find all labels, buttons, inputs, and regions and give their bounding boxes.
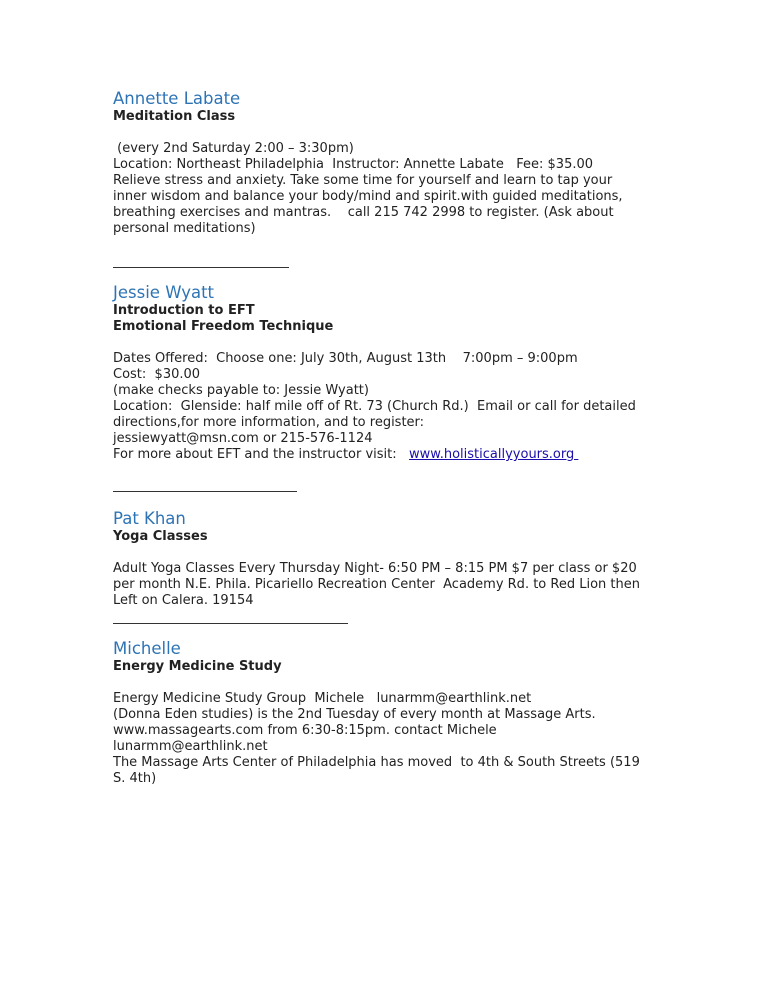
class-subtitle: Emotional Freedom Technique bbox=[113, 319, 334, 334]
description-text: Adult Yoga Classes Every Thursday Night- 6:50 PM – 8:15 PM $7 per class or $20 bbox=[113, 561, 637, 576]
class-title: Introduction to EFT bbox=[113, 303, 255, 318]
description-text: Left on Calera. 19154 bbox=[113, 593, 254, 608]
location-text: Location: Northeast Philadelphia Instructor: Annette Labate Fee: $35.00 bbox=[113, 157, 594, 172]
instructor-name: Pat Khan bbox=[113, 509, 186, 528]
directions-text: directions,for more information, and to register: bbox=[113, 415, 425, 430]
website-link[interactable]: www.holisticallyyours.org bbox=[409, 447, 579, 462]
description-text: S. 4th) bbox=[113, 771, 157, 786]
location-text: Location: Glenside: half mile off of Rt. 73 (Church Rd.) Email or call for detailed bbox=[113, 399, 636, 414]
instructor-name: Annette Labate bbox=[113, 89, 241, 108]
description-text: personal meditations) bbox=[113, 221, 256, 236]
instructor-name: Michelle bbox=[113, 639, 181, 658]
section-divider bbox=[113, 491, 297, 492]
description-text: inner wisdom and balance your body/mind and spirit.with guided meditations, bbox=[113, 189, 623, 204]
class-title: Meditation Class bbox=[113, 109, 236, 124]
section-divider bbox=[113, 623, 348, 624]
instructor-name: Jessie Wyatt bbox=[113, 283, 215, 302]
contact-text: lunarmm@earthlink.net bbox=[113, 739, 268, 754]
listing-michelle bbox=[113, 639, 658, 787]
schedule-text: (every 2nd Saturday 2:00 – 3:30pm) bbox=[113, 141, 354, 156]
section-divider bbox=[113, 267, 289, 268]
description-text: per month N.E. Phila. Picariello Recreation Center Academy Rd. to Red Lion then bbox=[113, 577, 640, 592]
payment-note: (make checks payable to: Jessie Wyatt) bbox=[113, 383, 369, 398]
description-text: (Donna Eden studies) is the 2nd Tuesday of every month at Massage Arts. bbox=[113, 707, 596, 722]
description-text: The Massage Arts Center of Philadelphia has moved to 4th & South Streets (519 bbox=[113, 755, 640, 770]
class-title: Energy Medicine Study bbox=[113, 659, 282, 674]
dates-text: Dates Offered: Choose one: July 30th, August 13th 7:00pm – 9:00pm bbox=[113, 351, 578, 366]
class-title: Yoga Classes bbox=[113, 529, 208, 544]
more-info-line bbox=[113, 447, 658, 463]
more-info-label: For more about EFT and the instructor visit: bbox=[113, 447, 410, 462]
contact-text: jessiewyatt@msn.com or 215-576-1124 bbox=[113, 431, 373, 446]
cost-text: Cost: $30.00 bbox=[113, 367, 201, 382]
description-text: Energy Medicine Study Group Michele lunarmm@earthlink.net bbox=[113, 691, 532, 706]
description-text: www.massagearts.com from 6:30-8:15pm. contact Michele bbox=[113, 723, 497, 738]
listing-pat-khan bbox=[113, 509, 658, 609]
listing-annette-labate bbox=[113, 89, 658, 237]
description-text: breathing exercises and mantras. call 215 742 2998 to register. (Ask about bbox=[113, 205, 614, 220]
listing-jessie-wyatt bbox=[113, 283, 658, 463]
description-text: Relieve stress and anxiety. Take some time for yourself and learn to tap your bbox=[113, 173, 613, 188]
